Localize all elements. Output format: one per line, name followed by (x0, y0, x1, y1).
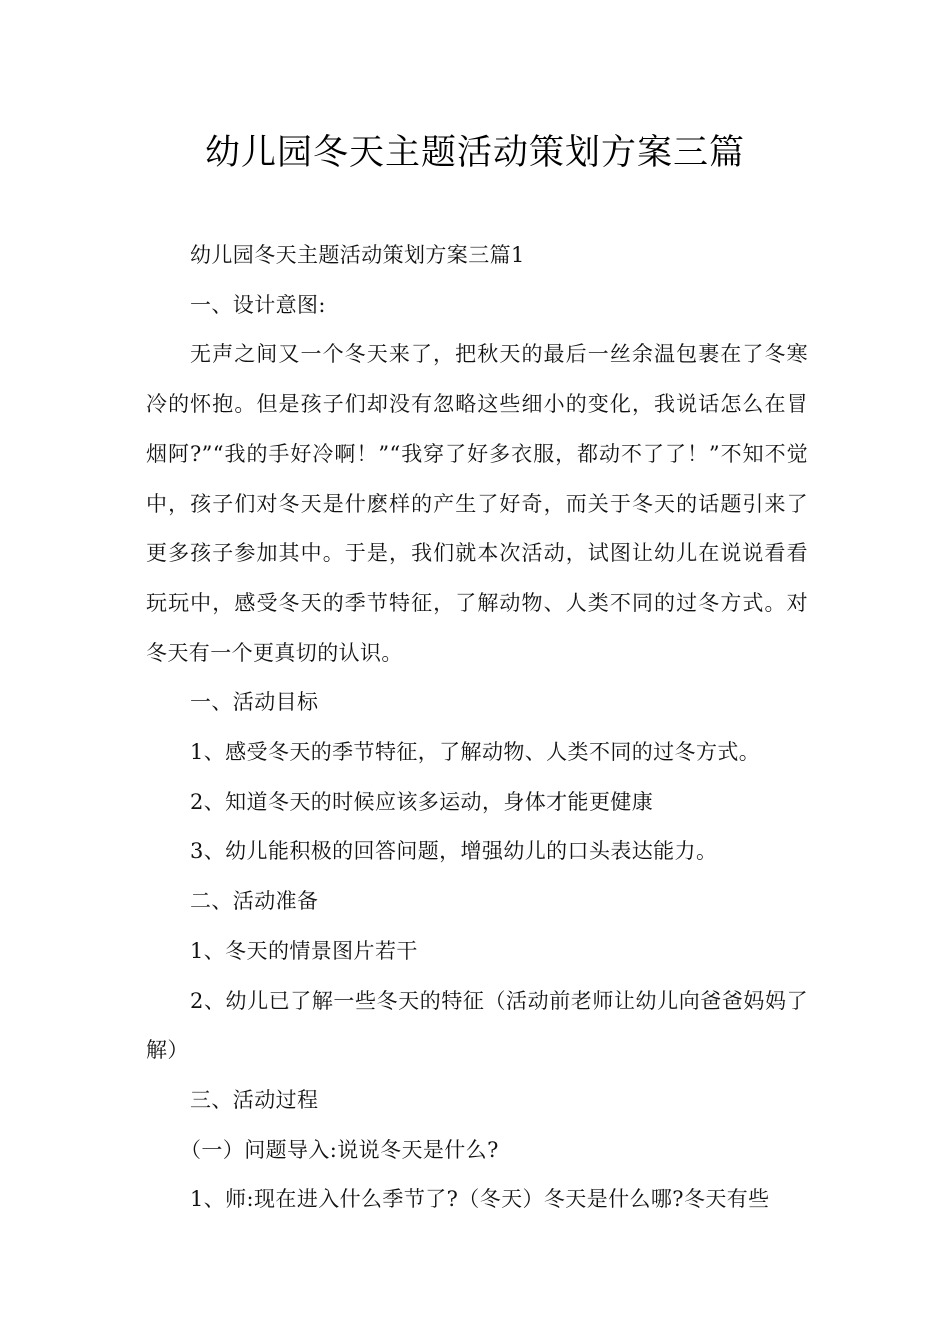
document-title: 幼儿园冬天主题活动策划方案三篇 (204, 133, 745, 173)
goal-item-3: 3、幼儿能积极的回答问题，增强幼儿的口头表达能力。 (190, 839, 718, 864)
activity-goals-heading: 一、活动目标 (190, 690, 319, 715)
goal-item-1: 1、感受冬天的季节特征，了解动物、人类不同的过冬方式。 (190, 740, 761, 765)
preparation-heading: 二、活动准备 (190, 889, 319, 914)
design-intent-paragraph: 无声之间又一个冬天来了，把秋天的最后一丝余温包裹在了冬寒冷的怀抱。但是孩子们却没有忽略这些细小的变化，我说话怎么在冒烟阿?”“我的手好冷啊！”“我穿了好多衣服，都动不了了！”不知不觉中，孩子们对冬天是什麽样的产生了好奇，而关于冬天的话题引来了更多孩子参加其中。于是，我们就本次活动，试图让幼儿在说说看看玩玩中，感受冬天的季节特征，了解动物、人类不同的过冬方式。对冬天有一个更真切的认识。 (146, 342, 808, 665)
process-item-1: 1、师:现在进入什么季节了?（冬天）冬天是什么哪?冬天有些 (190, 1187, 770, 1212)
section-heading: 幼儿园冬天主题活动策划方案三篇1 (190, 243, 525, 267)
design-intent-heading: 一、设计意图: (190, 292, 326, 317)
goal-item-2: 2、知道冬天的时候应该多运动，身体才能更健康 (190, 789, 654, 814)
process-heading: 三、活动过程 (190, 1087, 319, 1112)
preparation-item-1: 1、冬天的情景图片若干 (190, 938, 418, 963)
document-body (146, 231, 808, 1225)
process-subheading: （一）问题导入:说说冬天是什么? (180, 1137, 499, 1162)
preparation-item-2: 2、幼儿已了解一些冬天的特征（活动前老师让幼儿向爸爸妈妈了解） (146, 988, 808, 1063)
